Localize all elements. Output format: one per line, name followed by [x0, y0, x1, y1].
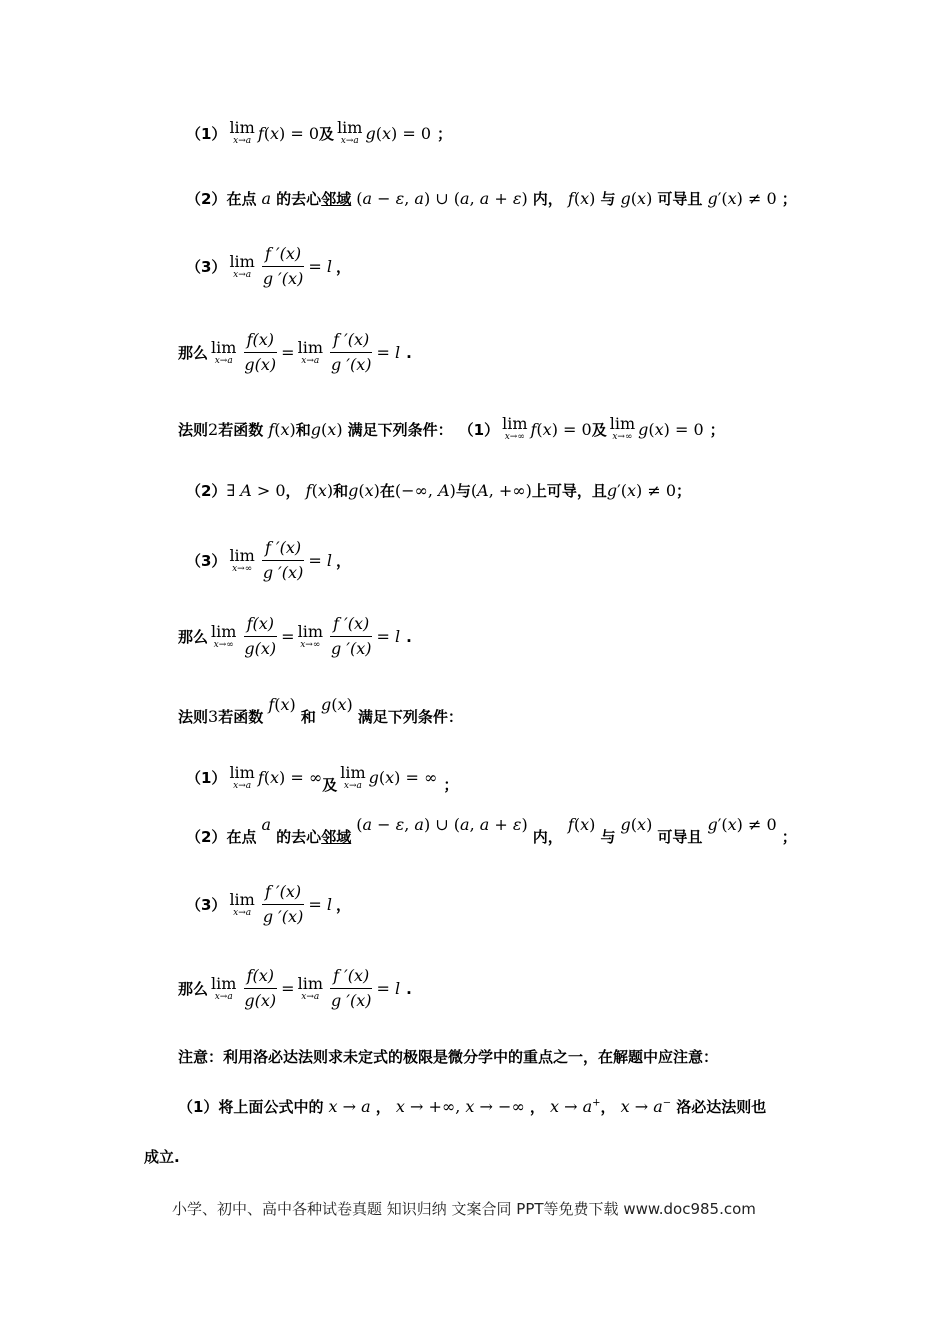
period: . [406, 343, 412, 362]
rule1-cond2: （2） 在点 a 的去心 邻域 (a − ε, a) ∪ (a, a + ε) 内， f(x) 与 g(x) 可导且 g′(x) ≠ 0 ； [186, 189, 797, 208]
note-item-1-end [144, 1146, 180, 1167]
text: 内， [532, 828, 563, 846]
fraction: $\frac{f(x)}{g(x)}$ [244, 614, 277, 658]
period: . [406, 979, 412, 998]
fraction: $\frac{f '(x)}{g '(x)}$ [330, 966, 372, 1010]
text: 3 [208, 707, 219, 726]
limit-operator: lim x→a [229, 889, 255, 918]
cond-label: （3） [186, 258, 227, 276]
text: 和 [333, 482, 349, 500]
comma: ， [335, 258, 351, 276]
fraction: $\frac{f(x)}{g(x)}$ [244, 966, 277, 1010]
rule3-cond1: （1） lim x→a f(x) = ∞ 及 lim x→a g(x) = ∞ ； [186, 762, 459, 794]
cond-label: （1） [186, 124, 227, 143]
comma: ， [529, 1098, 545, 1116]
and-word: 及 [319, 124, 335, 143]
period: . [406, 627, 412, 646]
comma: ， [375, 1098, 391, 1116]
limit-operator: lim x→a [229, 762, 255, 791]
fraction: $\frac{f '(x)}{g '(x)}$ [262, 538, 304, 582]
text: 可导且 [657, 828, 703, 846]
fraction: $\frac{f '(x)}{g '(x)}$ [330, 330, 372, 374]
rule3-cond2: （2） 在点 a 的去心 邻域 (a − ε, a) ∪ (a, a + ε) 内， f(x) 与 g(x) 可导且 g′(x) ≠ 0 ； [186, 815, 797, 846]
semicolon: ； [676, 482, 692, 500]
text: 邻域 [321, 828, 352, 846]
text: 的去心 [276, 190, 322, 208]
limit-operator: lim x→∞ [229, 545, 255, 574]
footer-text: 小学、初中、高中各种试卷真题 知识归纳 文案合同 PPT等免费下载 www.doc985.com [172, 1200, 756, 1218]
limit-operator: lim x→a [229, 118, 255, 146]
text: 在点 [226, 190, 257, 208]
text: 那么 [178, 344, 209, 362]
text: 那么 [178, 628, 209, 646]
and-word: 及 [591, 420, 607, 439]
rule3-conclusion: 那么 lim x→a $\frac{f(x)}{g(x)}$ = lim x→a $\frac{f '(x)}{g '(x)}$ = l . [178, 966, 412, 1010]
rule2-cond3: （3） lim x→∞ $\frac{f '(x)}{g '(x)}$ = l ， [186, 538, 351, 582]
cond-label: （2） [186, 828, 227, 846]
text: 若函数 [218, 420, 264, 439]
text: 与 [600, 190, 616, 208]
cond-label: （1） [186, 769, 227, 787]
text: 可导且 [657, 190, 703, 208]
text: 满足下列条件： [357, 708, 463, 726]
comma: ， [335, 552, 351, 570]
comma: ， [600, 1098, 616, 1116]
note-text: 注意：利用洛必达法则求未定式的极限是微分学中的重点之一，在解题中应注意： [178, 1048, 719, 1066]
cond-label: （3） [186, 552, 227, 570]
note-paragraph [178, 1046, 718, 1067]
rule3-title: 法则 3 若函数 f(x) 和 g(x) 满足下列条件： [178, 695, 463, 726]
rule2-conclusion: 那么 lim x→∞ $\frac{f(x)}{g(x)}$ = lim x→∞ $\frac{f '(x)}{g '(x)}$ = l . [178, 614, 412, 658]
rule1-cond3: （3） lim x→a $\frac{f '(x)}{g '(x)}$ = l ， [186, 244, 351, 288]
text: 和 [295, 420, 311, 439]
limit-operator: lim x→∞ [297, 621, 323, 650]
rule1-cond1: （1） lim x→a f ( x ) = 0 及 lim x→a g ( x ) = 0 ； [186, 118, 453, 146]
cond-label: （3） [186, 896, 227, 914]
text: 在点 [226, 828, 257, 846]
cond-label: （2） [186, 482, 227, 500]
semicolon: ； [781, 828, 797, 846]
limit-operator: lim x→a [211, 337, 237, 366]
limit-operator: lim x→a [297, 973, 323, 1002]
text: 若函数 [218, 708, 264, 726]
text: 和 [300, 708, 316, 726]
fraction: $\frac{f '(x)}{g '(x)}$ [330, 614, 372, 658]
rule1-conclusion: 那么 lim x→a $\frac{f(x)}{g(x)}$ = lim x→a $\frac{f '(x)}{g '(x)}$ = l . [178, 330, 412, 374]
limit-operator: lim x→a [211, 973, 237, 1002]
fraction: $\frac{f '(x)}{g '(x)}$ [262, 244, 304, 288]
note-item-1: （1）将上面公式中的 x → a ， x → +∞, x → −∞ ， x → a+ ， x → a− 洛必达法则也 [178, 1097, 767, 1116]
text: 那么 [178, 980, 209, 998]
text: 邻域 [321, 190, 352, 208]
text: 洛必达法则也 [676, 1098, 767, 1116]
text: 法则 [178, 420, 209, 439]
text: 成立. [144, 1148, 180, 1166]
comma: ， [335, 896, 351, 914]
rule2-title: 法则 2 若函数 f(x) 和 g(x) 满足下列条件： （1） lim x→∞ f(x) = 0 及 lim x→∞ g(x) = 0 ； [178, 414, 725, 442]
rule3-cond3: （3） lim x→a $\frac{f '(x)}{g '(x)}$ = l ， [186, 882, 351, 926]
text: 2 [208, 419, 219, 439]
limit-operator: lim x→a [337, 118, 363, 146]
semicolon: ； [781, 190, 797, 208]
cond-label: （1） [458, 420, 500, 439]
text: 在 [379, 482, 395, 500]
text: （1）将上面公式中的 [178, 1098, 324, 1116]
rule2-cond2: （2） ∃ A > 0 ， f(x) 和 g(x) 在 (−∞, A) 与 (A, +∞) 上可导，且 g′(x) ≠ 0 ； [186, 481, 692, 500]
fraction: $\frac{f(x)}{g(x)}$ [244, 330, 277, 374]
text: 与 [455, 482, 471, 500]
fraction: $\frac{f '(x)}{g '(x)}$ [262, 882, 304, 926]
formula: f [257, 123, 264, 143]
semicolon: ； [443, 776, 459, 794]
limit-operator: lim x→a [297, 337, 323, 366]
text: 满足下列条件： [347, 420, 453, 439]
semicolon: ； [437, 124, 453, 143]
limit-operator: lim x→a [229, 251, 255, 280]
comma: ， [285, 482, 301, 500]
and-word: 及 [322, 776, 338, 794]
cond-label: （2） [186, 190, 227, 208]
text: 内， [532, 190, 563, 208]
text: 的去心 [276, 828, 322, 846]
text: 法则 [178, 708, 209, 726]
limit-operator: lim x→a [340, 762, 366, 791]
text: 上可导，且 [531, 482, 607, 500]
text: 与 [600, 828, 616, 846]
semicolon: ； [709, 420, 725, 439]
limit-operator: lim x→∞ [502, 414, 528, 442]
limit-operator: lim x→∞ [211, 621, 237, 650]
limit-operator: lim x→∞ [609, 414, 636, 442]
